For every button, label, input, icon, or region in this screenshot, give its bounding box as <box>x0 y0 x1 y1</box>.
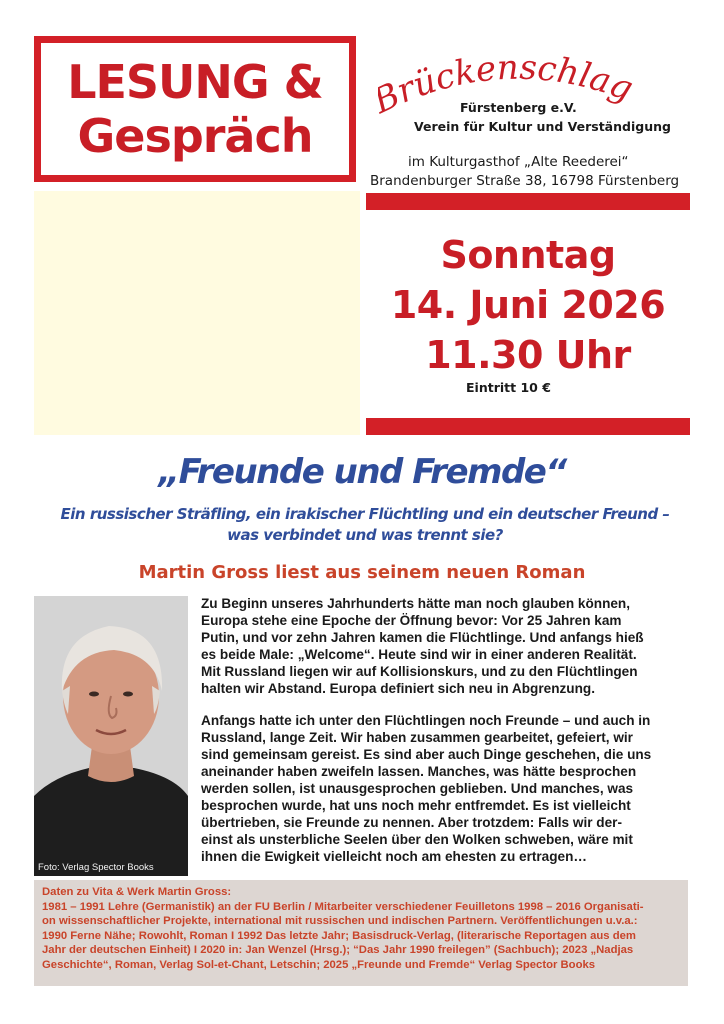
blank-placeholder-area <box>34 191 360 435</box>
body-line: Europa stehe eine Epoche der Öffnung bevor: Vor 25 Jahren kam <box>201 612 622 628</box>
bio-line: 1981 – 1991 Lehre (Germanistik) an der FU Berlin / Mitarbeiter verschiedener Feuilletons 1998 – 2016 Organisati- <box>42 900 644 913</box>
body-line: Mit Russland liegen wir auf Kollisionskurs, und zu den Flüchtlingen <box>201 663 638 679</box>
bio-heading: Daten zu Vita & Werk Martin Gross: <box>42 886 232 898</box>
organizer-logo-text <box>378 48 698 128</box>
bio-line: 1990 Ferne Nähe; Rowohlt, Roman I 1992 Das letzte Jahr; Basisdruck-Verlag, (literarische Reportagen aus dem <box>42 929 636 942</box>
author-bio-box <box>34 880 688 986</box>
entry-fee: Eintritt 10 € <box>466 380 551 395</box>
event-type-line1: LESUNG & <box>67 55 323 109</box>
body-line: Zu Beginn unseres Jahrhunderts hätte man noch glauben können, <box>201 596 631 611</box>
paragraph-gap <box>201 697 689 713</box>
event-date: 14. Juni 2026 <box>390 283 666 327</box>
book-subtitle <box>40 504 690 546</box>
body-line: Anfangs hatte ich unter den Flüchtlingen noch Freunde – und auch in <box>201 713 651 729</box>
organizer-description: Verein für Kultur und Verständigung <box>414 119 671 134</box>
organizer-location: Fürstenberg e.V. <box>460 100 577 115</box>
photo-credit: Foto: Verlag Spector Books <box>38 862 154 873</box>
event-weekday: Sonntag <box>440 233 616 277</box>
author-portrait-illustration <box>34 596 188 876</box>
body-line: werden sollen, ist unausgesprochen geblieben. Und manches, was <box>201 781 634 797</box>
event-type-line2: Gespräch <box>77 109 313 163</box>
bio-line: Jahr der deutschen Einheit) I 2020 in: Jan Wenzel (Hrsg.); “Das Jahr 1990 freilegen” (Sachbuch); 2023 „Nadjas <box>42 944 634 956</box>
venue-address: Brandenburger Straße 38, 16798 Fürstenberg <box>370 173 680 189</box>
divider-bar-top <box>366 193 690 210</box>
venue-name: im Kulturgasthof „Alte Reederei“ <box>408 154 629 170</box>
body-line: ihnen die Ewigkeit vielleicht noch am ehesten zu ertragen… <box>201 848 588 864</box>
body-line: sind gemeinsam gereist. Es sind aber auch Dinge geschehen, die uns <box>201 747 652 763</box>
divider-bar-bottom <box>366 418 690 435</box>
reading-description <box>201 596 689 866</box>
body-line: halten wir Abstand. Europa definiert sich neu in Abgrenzung. <box>201 680 595 696</box>
body-line: Putin, und vor zehn Jahren kamen die Flüchtlinge. Und anfangs hieß <box>201 629 644 645</box>
body-line: Russland, lange Zeit. Wir haben zusammen gearbeitet, gefeiert, wir <box>201 730 633 746</box>
bio-line: Geschichte“, Roman, Verlag Sol-et-Chant, Letschin; 2025 „Freunde und Fremde“ Verlag Spector Books <box>42 958 596 971</box>
subtitle-line: Ein russischer Sträfling, ein irakischer Flüchtling und ein deutscher Freund – <box>60 505 670 523</box>
body-line: übertrieben, sie Freunde zu nennen. Aber trotzdem: Falls wir der- <box>201 814 622 830</box>
author-photo <box>34 596 188 876</box>
event-type-box <box>34 36 356 182</box>
organizer-name: rückenschlag <box>391 48 639 112</box>
event-time: 11.30 Uhr <box>425 333 631 377</box>
body-line: besprochen wurde, hat uns noch mehr entfremdet. Es ist vielleicht <box>201 797 631 813</box>
book-title: „Freunde und Fremde“ <box>158 452 566 492</box>
subtitle-line: was verbindet und was trennt sie? <box>227 526 503 544</box>
bio-line: on wissenschaftlicher Projekte, international mit russischen und indischen Partnern. Veröffentlichungen u.v.a.: <box>42 915 638 927</box>
body-line: es beide Male: „Welcome“. Heute sind wir in einer anderen Realität. <box>201 646 637 662</box>
author-reading-line: Martin Gross liest aus seinem neuen Roman <box>138 562 586 583</box>
body-line: aneinander haben zweifeln lassen. Manches, was hätte besprochen <box>201 764 637 780</box>
organizer-logo <box>378 48 698 128</box>
body-line: einst als unsterbliche Seelen über den Wolken schweben, wäre mit <box>201 831 633 847</box>
event-date-block <box>366 230 690 380</box>
